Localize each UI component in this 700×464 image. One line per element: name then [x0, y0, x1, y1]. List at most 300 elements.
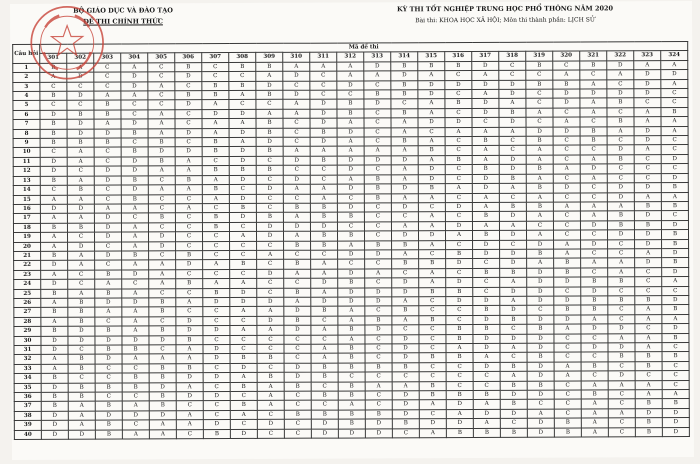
answer-cell: A [392, 250, 419, 260]
answer-cell: C [149, 288, 176, 298]
answer-cell: D [148, 232, 175, 242]
answer-cell: A [203, 260, 230, 270]
answer-cell: C [257, 363, 284, 373]
answer-cell: B [95, 420, 122, 430]
answer-cell: A [500, 371, 527, 381]
answer-cell: B [41, 251, 68, 261]
question-number: 32 [14, 355, 41, 365]
question-number: 10 [13, 148, 40, 158]
answer-cell: D [149, 411, 176, 421]
answer-cell: A [581, 399, 608, 409]
answer-cell: D [337, 156, 364, 166]
answer-cell: D [364, 62, 391, 72]
answer-cell: D [256, 81, 283, 91]
answer-cell: B [95, 401, 122, 411]
answer-cell: D [311, 419, 338, 429]
answer-cell: C [283, 118, 310, 128]
answer-cell: A [230, 326, 257, 336]
answer-cell: A [68, 402, 95, 412]
answer-cell: D [257, 297, 284, 307]
answer-cell: D [176, 260, 203, 270]
answer-cell: C [608, 305, 635, 315]
answer-cell: A [67, 213, 94, 223]
answer-cell: D [310, 109, 337, 119]
question-number: 15 [13, 195, 40, 205]
answer-cell: C [257, 278, 284, 288]
answer-cell: D [527, 287, 554, 297]
answer-cell: A [635, 249, 662, 259]
answer-cell: C [176, 288, 203, 298]
answer-cell: A [95, 307, 122, 317]
answer-cell: D [418, 231, 445, 241]
answer-cell: A [311, 344, 338, 354]
answer-cell: A [472, 221, 499, 231]
answer-cell: D [94, 213, 121, 223]
answer-cell: A [499, 99, 526, 109]
answer-cell: D [94, 232, 121, 242]
answer-cell: D [256, 137, 283, 147]
answer-cell: B [527, 381, 554, 391]
answer-cell: B [446, 287, 473, 297]
answer-cell: B [202, 91, 229, 101]
answer-cell: A [580, 98, 607, 108]
answer-cell: C [311, 335, 338, 345]
answer-cell: D [41, 420, 68, 430]
answer-cell: A [499, 127, 526, 137]
answer-cell: C [122, 392, 149, 402]
answer-cell: C [445, 212, 472, 222]
answer-cell: C [149, 251, 176, 261]
answer-cell: B [608, 277, 635, 287]
answer-cell: D [311, 297, 338, 307]
answer-cell: D [95, 336, 122, 346]
answer-cell: C [526, 70, 553, 80]
answer-cell: B [472, 212, 499, 222]
answer-cell: A [149, 420, 176, 430]
answer-cell: B [661, 201, 688, 211]
answer-table [12, 41, 690, 440]
answer-cell: B [635, 296, 662, 306]
question-number: 22 [14, 261, 41, 271]
answer-cell: A [40, 195, 67, 205]
answer-cell: C [203, 410, 230, 420]
answer-cell: D [580, 164, 607, 174]
question-number: 40 [14, 430, 41, 440]
exam-code-header: 304 [121, 53, 148, 63]
answer-cell: B [229, 166, 256, 176]
answer-cell: A [175, 185, 202, 195]
answer-cell: A [500, 277, 527, 287]
answer-cell: B [365, 240, 392, 250]
answer-cell: B [122, 251, 149, 261]
question-number: 21 [14, 251, 41, 261]
answer-cell: D [634, 230, 661, 240]
question-number: 14 [13, 185, 40, 195]
answer-cell: C [149, 317, 176, 327]
answer-cell: B [284, 316, 311, 326]
answer-cell: A [526, 193, 553, 203]
answer-cell: A [94, 119, 121, 129]
answer-cell: C [94, 63, 121, 73]
answer-cell: D [203, 298, 230, 308]
answer-cell: A [661, 79, 688, 89]
answer-cell: B [608, 352, 635, 362]
answer-cell: B [392, 306, 419, 316]
answer-cell: A [337, 146, 364, 156]
answer-cell: C [607, 164, 634, 174]
answer-cell: B [554, 428, 581, 438]
answer-cell: C [365, 353, 392, 363]
answer-cell: B [256, 166, 283, 176]
answer-cell: A [365, 269, 392, 279]
answer-cell: D [446, 278, 473, 288]
answer-cell: C [526, 99, 553, 109]
answer-cell: C [662, 343, 689, 353]
answer-cell: C [473, 287, 500, 297]
answer-cell: A [608, 409, 635, 419]
answer-cell: D [229, 109, 256, 119]
answer-cell: C [175, 213, 202, 223]
answer-cell: C [499, 70, 526, 80]
exam-title: KỲ THI TỐT NGHIỆP TRUNG HỌC PHỔ THÔNG NĂM 2020 [397, 4, 614, 14]
answer-cell: D [175, 72, 202, 82]
answer-cell: A [122, 288, 149, 298]
answer-cell: C [310, 81, 337, 91]
answer-cell: C [473, 372, 500, 382]
answer-cell: D [95, 251, 122, 261]
answer-cell: B [337, 212, 364, 222]
answer-cell: D [149, 241, 176, 251]
answer-cell: D [634, 211, 661, 221]
exam-code-header: 310 [283, 53, 310, 63]
exam-code-header: 301 [40, 54, 67, 64]
answer-cell: A [122, 317, 149, 327]
answer-cell: D [499, 155, 526, 165]
answer-cell: C [148, 91, 175, 101]
answer-cell: D [175, 128, 202, 138]
answer-cell: C [202, 232, 229, 242]
answer-cell: D [662, 248, 689, 258]
answer-cell: B [662, 258, 689, 268]
answer-cell: A [338, 400, 365, 410]
answer-cell: B [419, 259, 446, 269]
answer-cell: B [122, 373, 149, 383]
answer-cell: A [337, 71, 364, 81]
answer-cell: A [230, 307, 257, 317]
answer-cell: A [418, 137, 445, 147]
answer-cell: B [337, 231, 364, 241]
answer-cell: D [662, 324, 689, 334]
answer-cell: A [257, 307, 284, 317]
answer-cell: A [472, 193, 499, 203]
answer-cell: D [175, 100, 202, 110]
exam-code-header: 308 [229, 53, 256, 63]
answer-cell: B [365, 363, 392, 373]
answer-cell: A [554, 371, 581, 381]
answer-cell: D [41, 411, 68, 421]
answer-cell: D [392, 287, 419, 297]
exam-code-header: 314 [391, 52, 418, 62]
answer-cell: C [661, 145, 688, 155]
answer-cell: C [446, 306, 473, 316]
answer-cell: D [284, 363, 311, 373]
answer-cell: B [446, 391, 473, 401]
answer-cell: C [94, 185, 121, 195]
answer-cell: A [526, 146, 553, 156]
answer-cell: D [446, 419, 473, 429]
answer-cell: A [202, 194, 229, 204]
answer-cell: D [94, 166, 121, 176]
answer-cell: D [634, 70, 661, 80]
answer-cell: B [229, 203, 256, 213]
answer-cell: B [662, 305, 689, 315]
answer-cell: A [41, 298, 68, 308]
answer-cell: B [662, 333, 689, 343]
answer-cell: D [608, 343, 635, 353]
answer-cell: C [581, 352, 608, 362]
answer-cell: B [40, 129, 67, 139]
question-number: 35 [14, 383, 41, 393]
answer-cell: D [581, 343, 608, 353]
answer-cell: A [472, 202, 499, 212]
answer-cell: A [472, 89, 499, 99]
answer-cell: C [527, 306, 554, 316]
answer-cell: D [581, 239, 608, 249]
answer-cell: B [608, 296, 635, 306]
answer-cell: D [40, 157, 67, 167]
answer-cell: B [175, 175, 202, 185]
answer-cell: A [608, 380, 635, 390]
answer-cell: D [554, 277, 581, 287]
answer-cell: B [581, 305, 608, 315]
answer-cell: B [391, 137, 418, 147]
answer-cell: C [608, 418, 635, 428]
answer-cell: C [176, 269, 203, 279]
answer-cell: A [149, 279, 176, 289]
answer-cell: C [175, 194, 202, 204]
answer-cell: C [203, 363, 230, 373]
answer-cell: C [553, 221, 580, 231]
answer-cell: D [337, 203, 364, 213]
answer-cell: A [337, 175, 364, 185]
answer-cell: D [391, 203, 418, 213]
answer-cell: C [554, 334, 581, 344]
answer-cell: C [121, 138, 148, 148]
answer-cell: A [607, 202, 634, 212]
answer-cell: D [634, 89, 661, 99]
answer-cell: B [499, 108, 526, 118]
answer-cell: A [148, 185, 175, 195]
question-number: 12 [13, 167, 40, 177]
answer-cell: B [365, 410, 392, 420]
answer-cell: A [607, 70, 634, 80]
exam-code-header: 319 [526, 52, 553, 62]
answer-cell: A [580, 80, 607, 90]
answer-cell: D [149, 382, 176, 392]
answer-cell: B [284, 288, 311, 298]
answer-cell: A [634, 60, 661, 70]
answer-cell: D [392, 353, 419, 363]
question-number: 5 [13, 101, 40, 111]
answer-cell: C [419, 297, 446, 307]
answer-cell: B [202, 213, 229, 223]
answer-cell: A [338, 306, 365, 316]
answer-cell: A [662, 314, 689, 324]
exam-code-header: 307 [202, 53, 229, 63]
answer-cell: C [337, 90, 364, 100]
answer-cell: D [230, 288, 257, 298]
answer-cell: C [499, 193, 526, 203]
answer-cell: B [41, 392, 68, 402]
answer-cell: D [607, 89, 634, 99]
answer-cell: B [661, 107, 688, 117]
answer-cell: D [392, 278, 419, 288]
answer-cell: A [40, 72, 67, 82]
answer-cell: A [634, 192, 661, 202]
answer-cell: D [500, 409, 527, 419]
answer-cell: B [149, 373, 176, 383]
answer-cell: B [95, 270, 122, 280]
answer-cell: D [41, 345, 68, 355]
answer-cell: B [67, 223, 94, 233]
answer-cell: B [581, 277, 608, 287]
answer-cell: C [554, 399, 581, 409]
answer-cell: A [391, 221, 418, 231]
answer-cell: C [526, 89, 553, 99]
answer-cell: C [365, 391, 392, 401]
answer-cell: A [364, 71, 391, 81]
answer-cell: C [580, 70, 607, 80]
exam-code-header: 313 [364, 52, 391, 62]
answer-cell: B [527, 353, 554, 363]
answer-cell: B [526, 80, 553, 90]
answer-cell: D [419, 419, 446, 429]
answer-cell: C [283, 128, 310, 138]
answer-cell: B [338, 419, 365, 429]
answer-cell: D [499, 230, 526, 240]
answer-cell: C [67, 166, 94, 176]
answer-cell: A [554, 324, 581, 334]
answer-cell: C [608, 286, 635, 296]
answer-cell: B [418, 146, 445, 156]
answer-cell: C [230, 269, 257, 279]
answer-cell: C [283, 137, 310, 147]
question-number: 20 [14, 242, 41, 252]
answer-cell: B [175, 91, 202, 101]
question-number: 31 [14, 345, 41, 355]
answer-cell: C [95, 260, 122, 270]
answer-cell: B [284, 260, 311, 270]
answer-cell: B [176, 279, 203, 289]
answer-cell: C [175, 222, 202, 232]
answer-cell: C [94, 72, 121, 82]
answer-cell: C [283, 194, 310, 204]
answer-cell: A [68, 289, 95, 299]
answer-cell: A [149, 260, 176, 270]
question-number: 1 [13, 63, 40, 73]
answer-cell: C [364, 109, 391, 119]
answer-cell: C [149, 345, 176, 355]
answer-cell: B [311, 391, 338, 401]
answer-cell: A [257, 382, 284, 392]
answer-cell: A [41, 242, 68, 252]
answer-cell: B [256, 147, 283, 157]
answer-cell: D [337, 128, 364, 138]
answer-cell: A [148, 128, 175, 138]
answer-cell: C [338, 372, 365, 382]
question-number: 11 [13, 157, 40, 167]
answer-cell: D [581, 324, 608, 334]
answer-cell: C [311, 401, 338, 411]
answer-cell: C [392, 325, 419, 335]
answer-cell: A [257, 401, 284, 411]
answer-cell: C [445, 90, 472, 100]
answer-cell: B [310, 212, 337, 222]
answer-cell: D [445, 221, 472, 231]
exam-title-block [360, 4, 650, 24]
answer-cell: D [67, 72, 94, 82]
answer-cell: D [122, 411, 149, 421]
answer-cell: B [41, 308, 68, 318]
answer-cell: A [311, 269, 338, 279]
answer-cell: B [446, 325, 473, 335]
answer-cell: A [581, 418, 608, 428]
answer-cell: C [500, 353, 527, 363]
answer-cell: A [418, 155, 445, 165]
answer-cell: B [635, 418, 662, 428]
answer-cell: D [500, 259, 527, 269]
answer-cell: D [337, 81, 364, 91]
answer-cell: B [149, 401, 176, 411]
answer-cell: B [581, 362, 608, 372]
answer-cell: B [364, 90, 391, 100]
answer-cell: B [121, 147, 148, 157]
answer-cell: B [473, 325, 500, 335]
answer-cell: B [256, 128, 283, 138]
answer-cell: A [41, 317, 68, 327]
answer-cell: B [391, 62, 418, 72]
answer-cell: A [148, 119, 175, 129]
answer-cell: D [472, 61, 499, 71]
answer-cell: B [607, 117, 634, 127]
answer-cell: A [526, 108, 553, 118]
answer-cell: A [41, 270, 68, 280]
answer-cell: A [581, 315, 608, 325]
answer-cell: D [365, 419, 392, 429]
answer-cell: D [527, 428, 554, 438]
answer-cell: D [580, 221, 607, 231]
exam-code-header: 323 [634, 51, 661, 61]
answer-cell: D [527, 371, 554, 381]
answer-cell: A [256, 72, 283, 82]
answer-cell: D [67, 129, 94, 139]
answer-cell: A [283, 213, 310, 223]
answer-cell: D [229, 156, 256, 166]
answer-cell: C [68, 373, 95, 383]
question-number: 28 [14, 317, 41, 327]
answer-cell: A [149, 429, 176, 439]
answer-cell: C [553, 230, 580, 240]
answer-cell: A [635, 343, 662, 353]
answer-cell: D [527, 362, 554, 372]
answer-cell: D [527, 240, 554, 250]
answer-cell: D [121, 157, 148, 167]
answer-cell: B [310, 128, 337, 138]
answer-cell: D [203, 392, 230, 402]
answer-cell: B [68, 355, 95, 365]
answer-cell: B [391, 109, 418, 119]
answer-cell: D [365, 325, 392, 335]
